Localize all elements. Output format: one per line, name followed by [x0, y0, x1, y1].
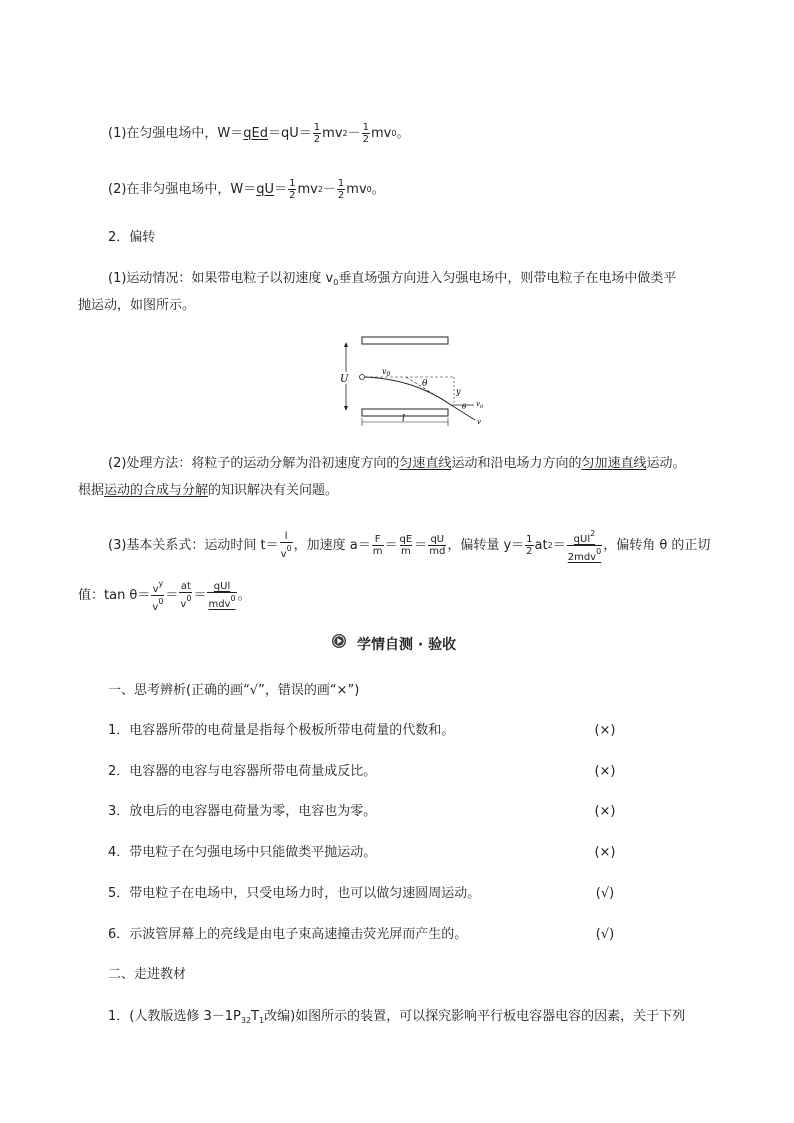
svg-text:θ: θ: [422, 379, 428, 389]
svg-text:v0: $v_0$: [382, 367, 391, 378]
work-uniform-line: (1)在匀强电场中，W＝ qEd ＝qU＝ $\frac{1}{2}$ mv 2 － $\frac{1}{2}$ mv 0 。: [108, 122, 410, 145]
motion-line-1: (1)运动情况：如果带电粒子以初速度 $v_0$垂直场强方向进入匀强电场中，则带电粒子在电场中做类平: [108, 271, 677, 287]
quiz-part2-heading: 二、走进教材: [108, 967, 187, 982]
text: ＝qU＝: [268, 125, 312, 141]
text: mv: [346, 181, 367, 197]
play-circle-icon: [331, 633, 347, 649]
method-line-1: (2)处理方法：将粒子的运动分解为沿初速度方向的匀速直线运动和沿电场力方向的匀加速直线运动。: [108, 456, 686, 471]
text: －: [347, 125, 361, 141]
label-l: l: [402, 414, 405, 424]
top-plate: [362, 337, 448, 344]
fraction-half: $\frac{1}{2}$: [289, 178, 296, 201]
quiz-item-mark: (×): [594, 723, 616, 738]
section-title: 学情自测 · 验收: [357, 637, 457, 653]
particle: [360, 375, 365, 380]
quiz-item-text: 4．带电粒子在匀强电场中只能做类平抛运动。: [108, 845, 377, 860]
text: 。: [396, 125, 410, 141]
tan-line: 值：tan θ＝ $\frac{v^y}{v^0}$ ＝ $\frac{at}{v^0}$ ＝ $\frac{\text{qUl}}{mdv^0}$ 。: [78, 579, 251, 613]
quiz-item-text: 6．示波管屏幕上的亮线是由电子束高速撞击荧光屏而产生的。: [108, 927, 468, 942]
fraction-half: $\frac{1}{2}$: [337, 178, 345, 201]
deflection-diagram: [334, 334, 494, 426]
motion-line-2: 抛运动，如图所示。: [78, 298, 196, 313]
bottom-plate: [362, 409, 448, 416]
svg-text:v: v: [477, 418, 481, 426]
quiz-item-mark: (×): [594, 764, 616, 779]
svg-text:v0: $v_0$: [476, 400, 484, 410]
text: mv: [297, 181, 318, 197]
quiz-item-mark: (√): [595, 886, 615, 901]
fraction-half: $\frac{1}{2}$: [313, 122, 321, 145]
text: (2)在非匀强电场中，W＝: [108, 181, 257, 197]
text: 。: [371, 181, 385, 197]
svg-text:θ: θ: [462, 403, 467, 411]
text: －: [322, 181, 336, 197]
quiz-item-text: 5．带电粒子在电场中，只受电场力时，也可以做匀速圆周运动。: [108, 886, 481, 901]
basic-relations-line: (3)基本关系式：运动时间 t＝ $\frac{l}{v^0}$ ，加速度 a＝ $\frac{F}{m}$ ＝ $\frac{qE}{m}$ ＝ $\frac{qU}{md}$ ，偏转量 y＝ $\frac{1}{2}$ at 2 ＝ $\frac{qUl^2}{2mdv^0}$ ，偏转角 θ 的正切: [108, 529, 711, 563]
quiz-item-text: 3．放电后的电容器电荷量为零，电容也为零。: [108, 804, 377, 819]
label-U: U: [340, 374, 349, 385]
quiz-item-mark: (×): [594, 804, 616, 819]
quiz-item-mark: (×): [594, 845, 616, 860]
deflection-heading: 2．偏转: [108, 230, 156, 245]
text: mv: [371, 125, 392, 141]
svg-text:y: y: [456, 387, 461, 396]
work-nonuniform-line: (2)在非匀强电场中，W＝ qU ＝ $\frac{1}{2}$ mv 2 － $\frac{1}{2}$ mv 0 。: [108, 178, 385, 201]
quiz-item-mark: (√): [595, 927, 615, 942]
answer-qEd: qEd: [243, 125, 268, 141]
answer-qU: qU: [256, 181, 275, 197]
quiz-part1-heading: 一、思考辨析(正确的画“√”，错误的画“×”): [108, 683, 360, 698]
text: (1)在匀强电场中，W＝: [108, 125, 244, 141]
quiz-item-text: 2．电容器的电容与电容器所带电荷量成反比。: [108, 764, 377, 779]
trajectory: [365, 377, 451, 405]
quiz-item-text: 1．电容器所带的电荷量是指每个极板所带电荷量的代数和。: [108, 723, 455, 738]
method-line-2: 根据运动的合成与分解的知识解决有关问题。: [78, 483, 339, 498]
text: ＝: [274, 181, 288, 197]
quiz-q1: 1．(人教版选修 $3-1P_{32}T_1$改编)如图所示的装置，可以探究影响平行板电容器电容的因素，关于下列: [108, 1009, 686, 1025]
fraction-half: $\frac{1}{2}$: [362, 122, 369, 145]
text: mv: [322, 125, 343, 141]
